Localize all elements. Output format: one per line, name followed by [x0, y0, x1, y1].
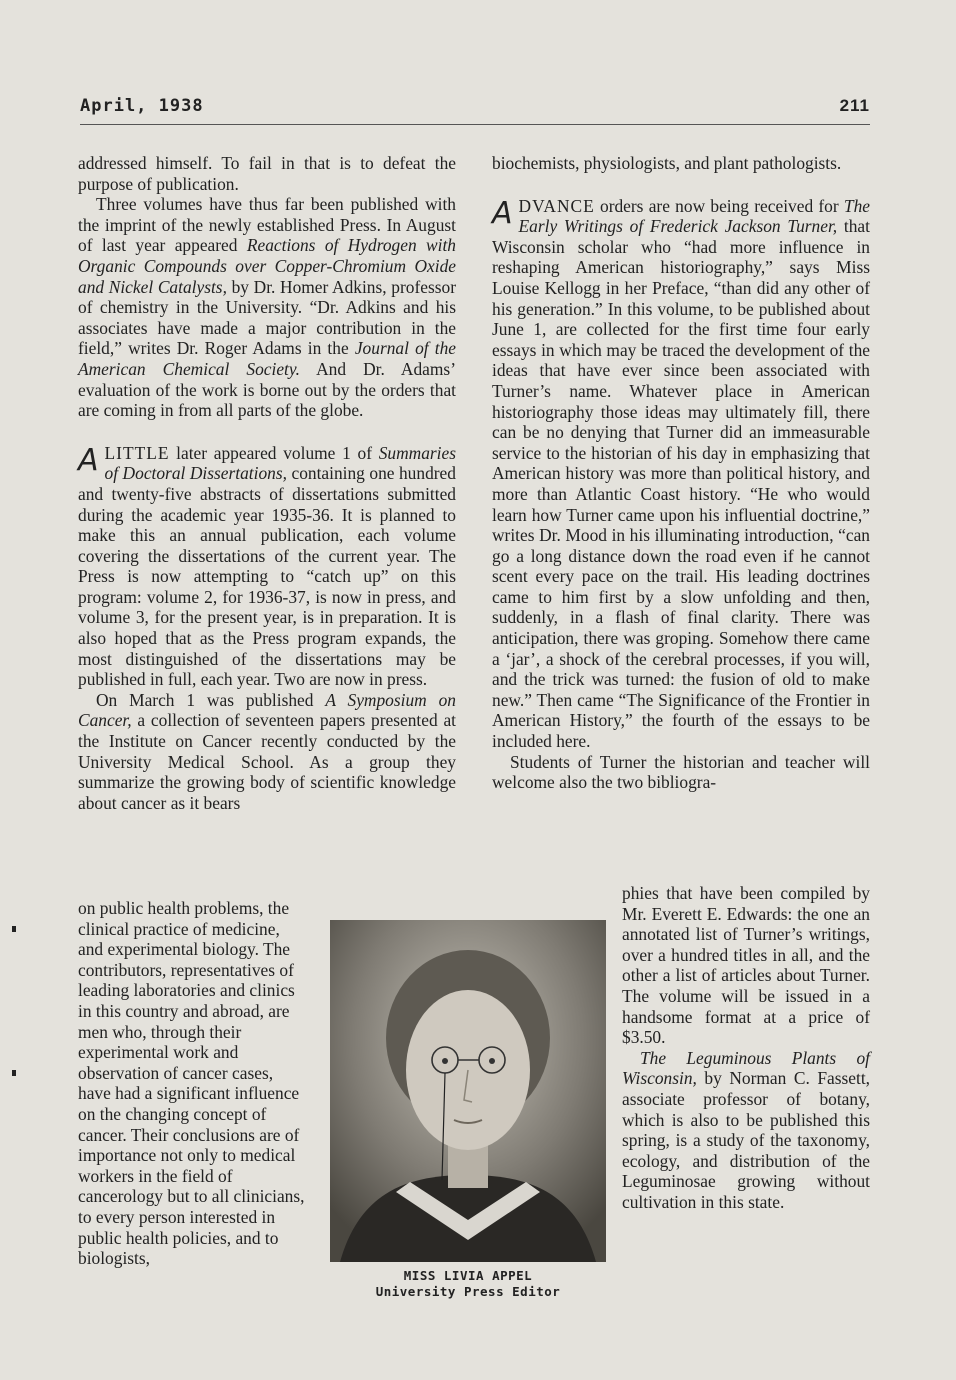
issue-date: April, 1938 [80, 96, 204, 116]
paragraph: Students of Turner the historian and teacher will welcome also the two bibliogra- [492, 751, 870, 793]
journal-title: Journal of the American Chemical Society. [78, 338, 457, 379]
page-number: 211 [839, 96, 870, 115]
paragraph: biochemists, physiologists, and plant pathologists. [492, 153, 842, 173]
paragraph: addressed himself. To fail in that is to defeat the purpose of publication. [78, 153, 456, 194]
drop-cap: A [78, 442, 99, 478]
book-title: Summaries of Doctoral Dissertations, [104, 442, 456, 484]
photo-caption [330, 1268, 606, 1300]
paragraph: ALITTLE later appeared volume 1 of Summaries of Doctoral Dissertations, containing one hundred and twenty-five abstracts of dissertations submitted during the academic year 1935-36. It is planned to make this an annual publication, each volume covering the dissertations of the current year. The Press is now attempting to “catch up” on this program: volume 2, for 1936-37, is now in press, and volume 3, for the present year, is in preparation. It is also hoped that as the Press program expands, the most distinguished of the dissertations may be published in full, each year. Two are now in press. [78, 442, 456, 690]
paragraph: phies that have been compiled by Mr. Everett E. Edwards: the one an annotated list of Turner’s writings, over a hundred titles in all, and the other a list of articles about Turner. The volume will be issued in a handsome format at a price of $3.50. [622, 883, 870, 1048]
left-column [78, 153, 456, 813]
book-title: The Early Writings of Frederick Jackson Turner, [518, 195, 870, 237]
paragraph: The Leguminous Plants of Wisconsin, by Norman C. Fassett, associate professor of botany, which is also to be published this spring, is a study of the taxonomy, ecology, and distribution of the Leguminosae growing without cultivation in this state. [622, 1047, 870, 1212]
book-title: The Leguminous Plants of Wisconsin, [622, 1047, 870, 1089]
caption-title: University Press Editor [375, 1284, 561, 1299]
right-column [492, 153, 870, 793]
book-title: Reactions of Hydrogen with Organic Compounds over Copper-Chromium Oxide and Nickel Catalysts, [78, 235, 456, 297]
paragraph: ADVANCE orders are now being received for The Early Writings of Frederick Jackson Turner, that Wisconsin scholar who “had more influence in reshaping American historiography,” says Miss Louise Kellogg in her Preface, “than did any other of his generation.” In this volume, to be published about June 1, are collected for the first time four early essays in which may be traced the development of the ideas that have ever since been associated with Turner’s name. Whatever place in American historiography those ideas may ultimately fill, there can be no denying that Turner did an immeasurable service to the historian of his day in emphasizing that American history was more than political history, and more than Atlantic Coast history. “He who would learn how Turner came upon his influential doctrine,” writes Dr. Mood in his illuminating introduction, “can go a long distance down the road even if he cannot scent every pace on the trail. His leading doctrines came to him first by a slow unfolding and then, suddenly, in a flash of final clarity. There was anticipation, there was groping. Somehow there came a ‘jar’, a shock of the cerebral processes, if you will, and the trick was turned: the fusion of old to make new.” Then came “The Significance of the Frontier in American History,” the fourth of the essays to be included here. [492, 195, 870, 752]
paragraph: On March 1 was published A Symposium on Cancer, a collection of seventeen papers presented at the Institute on Cancer recently conducted by the University Medical School. As a group they summarize the growing body of scientific knowledge about cancer as it bears [78, 689, 456, 813]
page-header [80, 94, 870, 125]
right-wrap-text [622, 883, 870, 1213]
portrait-illustration [330, 920, 606, 1262]
drop-cap: A [492, 195, 513, 231]
edge-mark [12, 926, 16, 932]
book-title: A Symposium on Cancer, [78, 689, 456, 731]
left-wrap-text: on public health problems, the clinical practice of medicine, and experimental biology. The contributors, representatives of leading laboratories and clinics in this country and abroad, are men who, through their experimental work and observation of cancer cases, have had a significant influence on the changing concept of cancer. Their conclusions are of importance not only to medical workers in the field of cancerology but to all clinicians, to every person interested in public health policies, and to biologists, [78, 898, 305, 1269]
paragraph: Three volumes have thus far been published with the imprint of the newly established Press. In August of last year appeared Reactions of Hydrogen with Organic Compounds over Copper-Chromium Oxide and Nickel Catalysts, by Dr. Homer Adkins, professor of chemistry in the University. “Dr. Adkins and his associates have made a major contribution in the field,” writes Dr. Roger Adams in the Journal of the American Chemical Society. And Dr. Adams’ evaluation of the work is borne out by the orders that are coming in from all parts of the globe. [78, 194, 457, 421]
edge-mark [12, 1070, 16, 1076]
caption-name: MISS LIVIA APPEL [403, 1268, 533, 1283]
portrait-photo [330, 920, 606, 1262]
